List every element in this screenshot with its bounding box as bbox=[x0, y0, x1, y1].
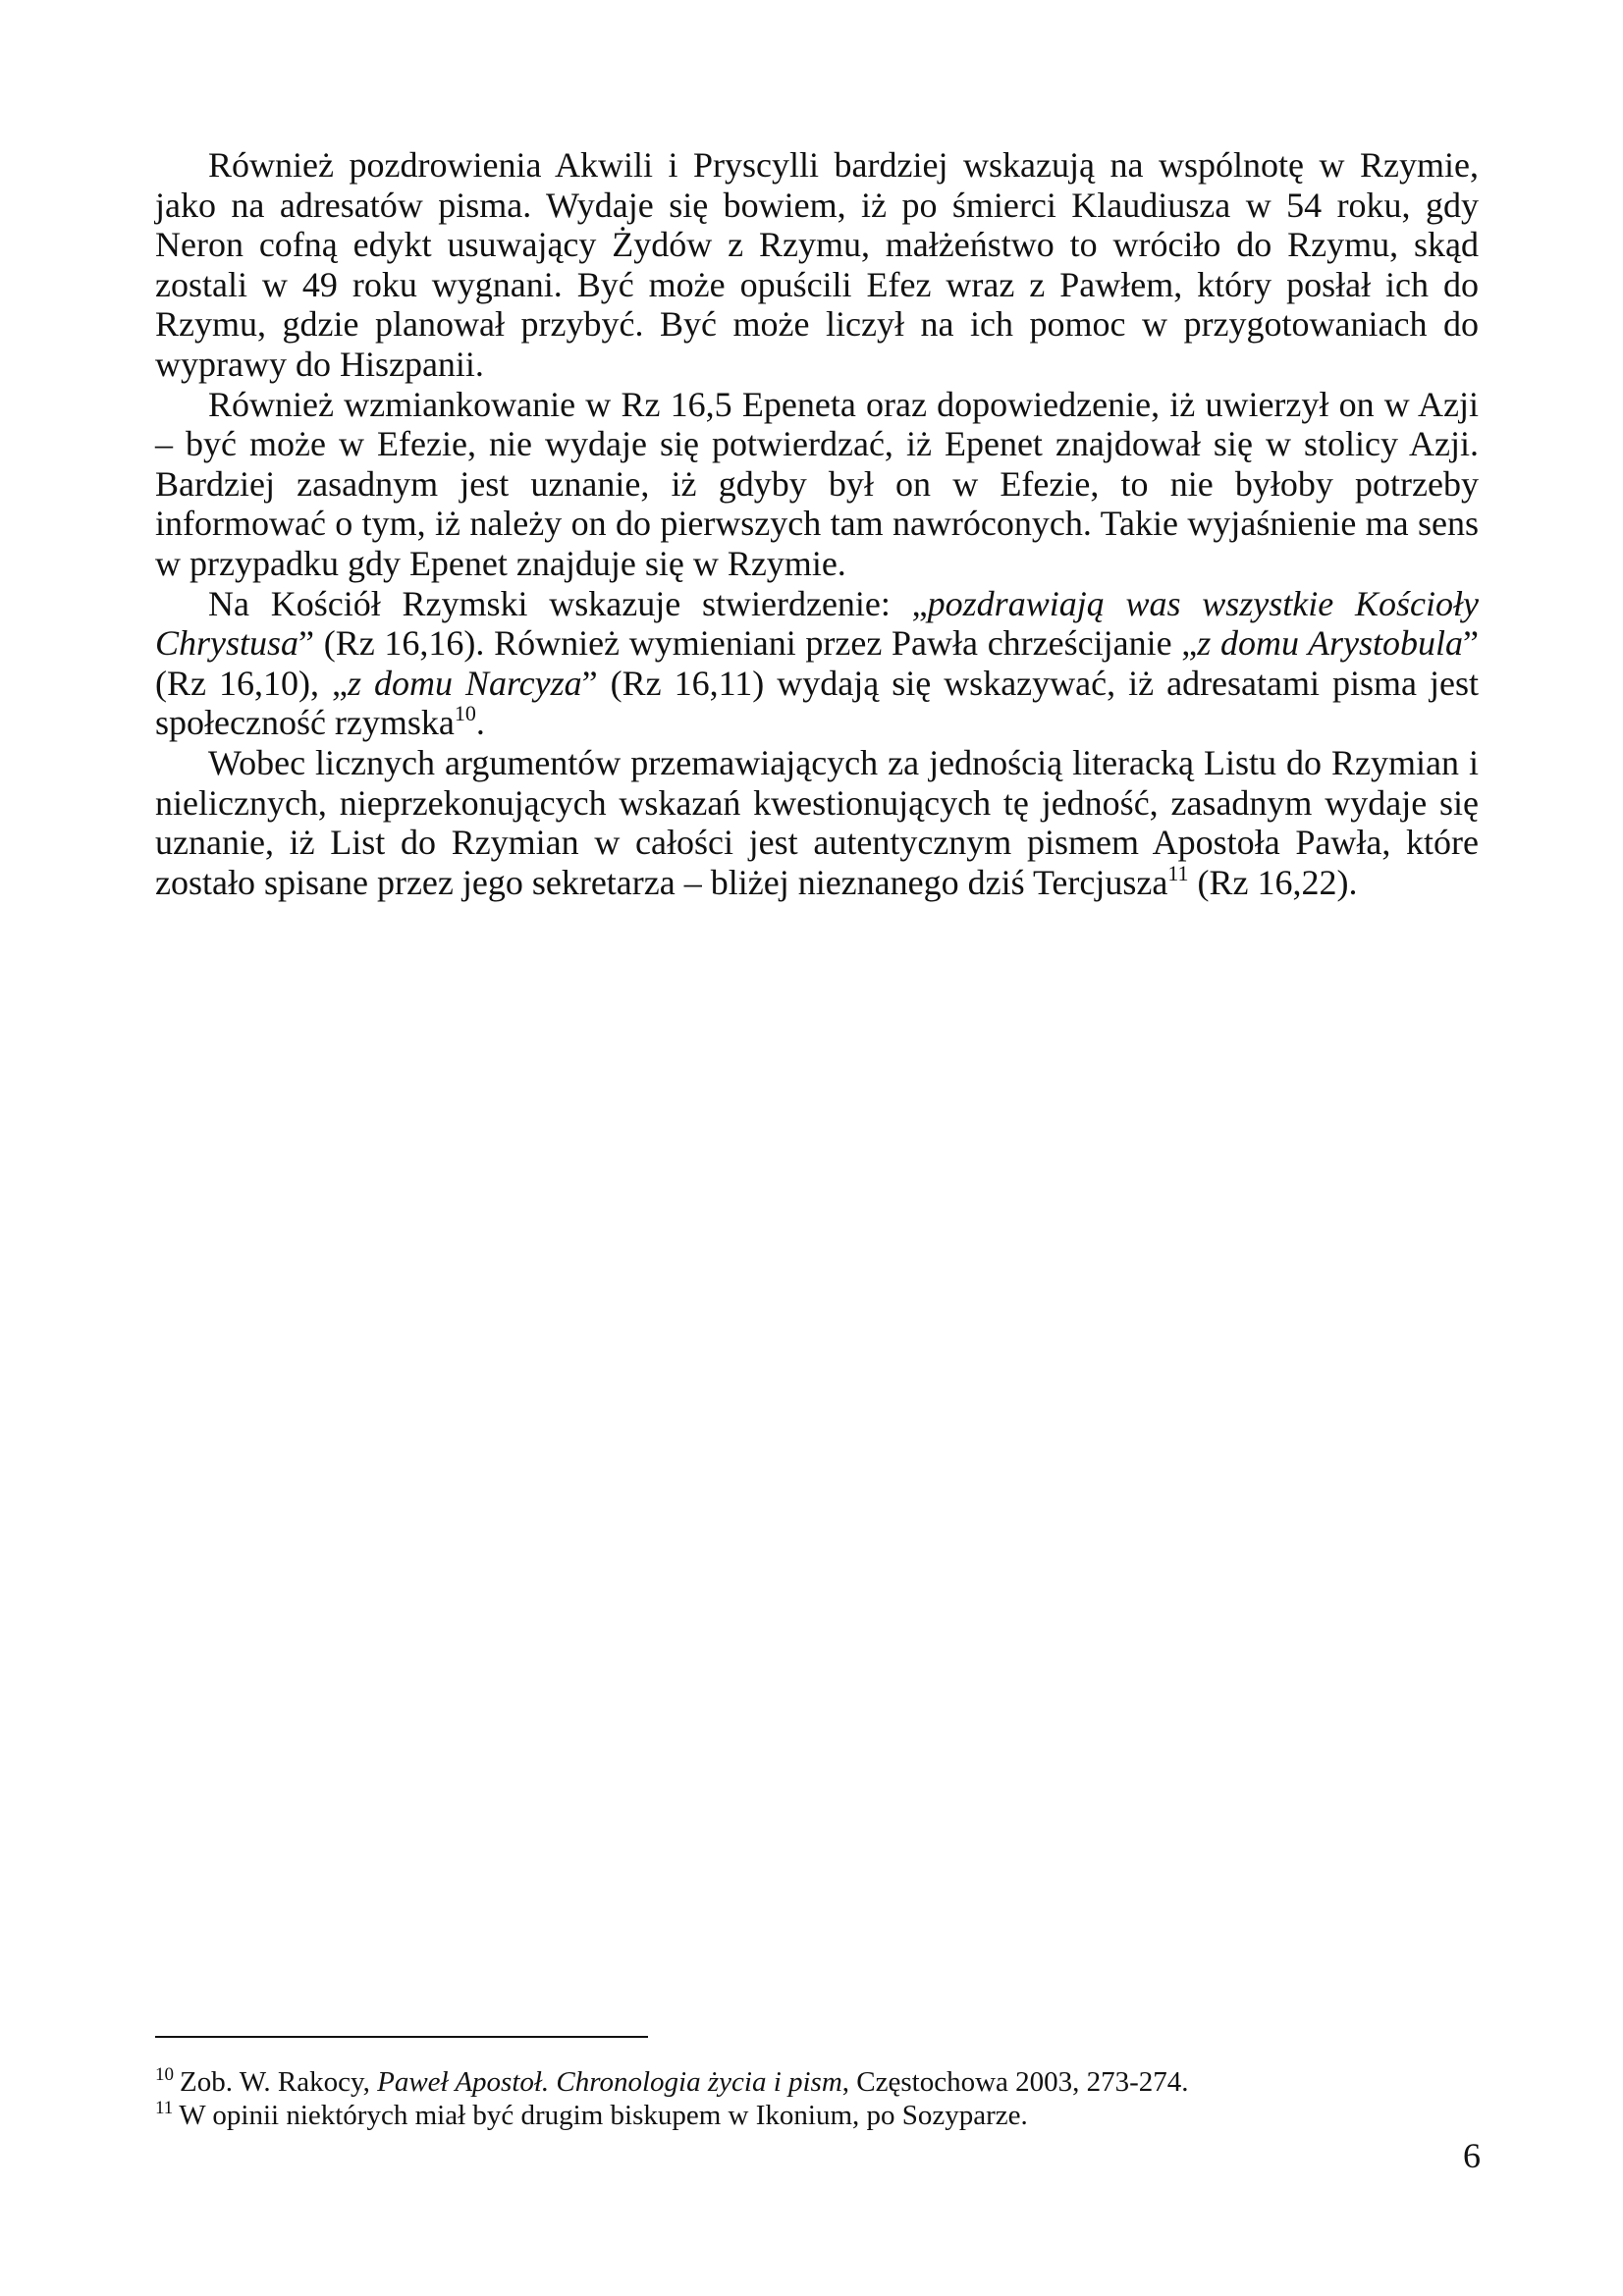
footnote-text: W opinii niektórych miał być drugim biskupem w Ikonium, po Sozyparze. bbox=[179, 2100, 1028, 2131]
paragraph-text: Również pozdrowienia Akwili i Pryscylli bardziej wskazują na wspólnotę w Rzymie, jako na adresatów pisma. Wydaje się bowiem, iż po śmierci Klaudiusza w 54 roku, gdy Neron cofną edykt usuwający Żydów z Rzymu, małżeństwo to wróciło do Rzymu, skąd zostali w 49 roku wygnani. Być może opuścili Efez wraz z Pawłem, który posłał ich do Rzymu, gdzie planował przybyć. Być może liczył na ich pomoc w przygotowaniach do wyprawy do Hiszpanii. bbox=[155, 145, 1479, 384]
paragraph-aquila-priscilla bbox=[155, 145, 1479, 385]
footnote-11 bbox=[155, 2099, 1479, 2132]
quote-italic: z domu Arystobula bbox=[1197, 623, 1464, 664]
paragraph-roman-church bbox=[155, 584, 1479, 743]
text-run: ” (Rz 16,10), „ bbox=[155, 623, 1479, 703]
page-number: 6 bbox=[1463, 2136, 1481, 2175]
footnote-number: 10 bbox=[155, 2064, 174, 2085]
paragraph-epaenetus bbox=[155, 385, 1479, 584]
quote-italic: z domu Narcyza bbox=[347, 663, 582, 703]
text-run: . bbox=[475, 703, 485, 743]
text-run: Na Kościół Rzymski wskazuje stwierdzenie: „ bbox=[208, 583, 928, 623]
footnote-ref-11[interactable]: 11 bbox=[1167, 860, 1189, 885]
text-run: ” (Rz 16,16). Również wymieniani przez Pawła chrześcijanie „ bbox=[298, 623, 1198, 664]
text-run: (Rz 16,22). bbox=[1188, 862, 1358, 902]
footnote-text: Zob. W. Rakocy, bbox=[180, 2066, 378, 2098]
paragraph-text: Również wzmiankowanie w Rz 16,5 Epeneta oraz dopowiedzenie, iż uwierzył on w Azji – być może w Efezie, nie wydaje się potwierdzać, iż Epenet znajdował się w stolicy Azji. Bardziej zasadnym jest uznanie, iż gdyby był on w Efezie, to nie byłoby potrzeby informować o tym, iż należy on do pierwszych tam nawróconych. Takie wyjaśnienie ma sens w przypadku gdy Epenet znajduje się w Rzymie. bbox=[155, 384, 1479, 583]
text-run: Wobec licznych argumentów przemawiających za jednością literacką Listu do Rzymian i nielicznych, nieprzekonujących wskazań kwestionujących tę jedność, zasadnym wydaje się uznanie, iż List do Rzymian w całości jest autentycznym pismem Apostoła Pawła, które zostało spisane przez jego sekretarza – bliżej nieznanego dziś Tercjusza bbox=[155, 742, 1479, 902]
footnote-separator bbox=[155, 2036, 648, 2038]
paragraph-conclusion bbox=[155, 743, 1479, 902]
footnotes bbox=[155, 2065, 1479, 2132]
footnote-10 bbox=[155, 2065, 1479, 2099]
footnote-text: , Częstochowa 2003, 273-274. bbox=[841, 2066, 1189, 2098]
quote-italic: pozdrawiają was wszystkie Kościoły Chrystusa bbox=[155, 583, 1479, 664]
footnote-ref-10[interactable]: 10 bbox=[454, 701, 476, 726]
footnote-title-italic: Paweł Apostoł. Chronologia życia i pism bbox=[377, 2066, 842, 2098]
text-run: ” (Rz 16,11) wydają się wskazywać, iż adresatami pisma jest społeczność rzymska bbox=[155, 663, 1479, 743]
footnote-number: 11 bbox=[155, 2098, 174, 2118]
main-text bbox=[155, 145, 1479, 902]
